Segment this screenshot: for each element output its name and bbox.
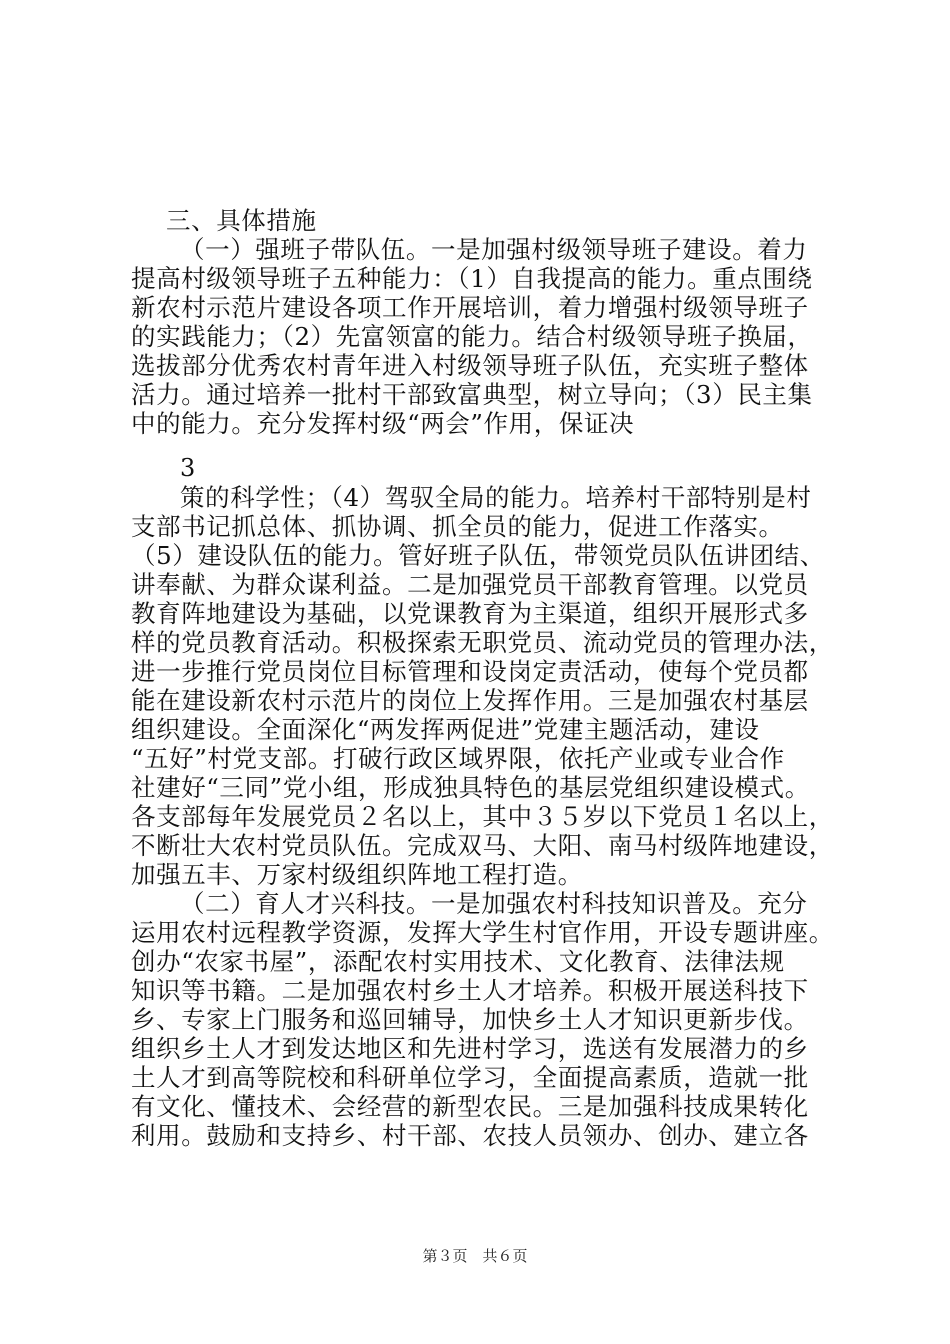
text-block-2	[131, 483, 835, 1150]
paragraph-line: 不断壮大农村党员队伍。完成双马、大阳、南马村级阵地建设，	[131, 831, 834, 860]
paragraph-line: 能在建设新农村示范片的岗位上发挥作用。三是加强农村基层	[131, 686, 809, 715]
paragraph-line: 社建好“三同”党小组，形成独具特色的基层党组织建设模式。	[131, 773, 810, 802]
paragraph-line: 策的科学性；（4）驾驭全局的能力。培养村干部特别是村	[180, 483, 812, 512]
paragraph-line: 乡、专家上门服务和巡回辅导，加快乡土人才知识更新步伐。	[131, 1005, 809, 1034]
paragraph-line: 讲奉献、为群众谋利益。二是加强党员干部教育管理。以党员	[131, 570, 809, 599]
paragraph-line: 组织乡土人才到发达地区和先进村学习，选送有发展潜力的乡	[131, 1034, 809, 1063]
section-heading: 三、具体措施	[166, 206, 317, 235]
paragraph-line: （5）建设队伍的能力。管好班子队伍，带领党员队伍讲团结、	[131, 541, 825, 570]
paragraph-line: 加强五丰、万家村级组织阵地工程打造。	[131, 860, 583, 889]
paragraph-line: 运用农村远程教学资源，发挥大学生村官作用，开设专题讲座。	[131, 918, 834, 947]
paragraph-line: 活力。通过培养一批村干部致富典型，树立导向；（3）民主集	[131, 380, 813, 409]
paragraph-line: 有文化、懂技术、会经营的新型农民。三是加强科技成果转化	[131, 1092, 809, 1121]
paragraph-line: 提高村级领导班子五种能力：（1）自我提高的能力。重点围绕	[131, 264, 813, 293]
paragraph-line: 样的党员教育活动。积极探索无职党员、流动党员的管理办法，	[131, 628, 834, 657]
paragraph-line: 中的能力。充分发挥村级“两会”作用，保证决	[131, 409, 635, 438]
paragraph-line: 土人才到高等院校和科研单位学习，全面提高素质，造就一批	[131, 1063, 809, 1092]
paragraph-line: 的实践能力；（2）先富领富的能力。结合村级领导班子换届，	[131, 322, 813, 351]
text-block-1	[131, 206, 835, 438]
paragraph-line: 利用。鼓励和支持乡、村干部、农技人员领办、创办、建立各	[131, 1121, 809, 1150]
paragraph-line: 组织建设。全面深化“两发挥两促进”党建主题活动，建设	[131, 715, 760, 744]
paragraph-line: 支部书记抓总体、抓协调、抓全员的能力，促进工作落实。	[131, 512, 784, 541]
paragraph-line: （一）强班子带队伍。一是加强村级领导班子建设。着力	[180, 235, 808, 264]
page-marker: 3	[180, 454, 196, 482]
paragraph-line: 新农村示范片建设各项工作开展培训，着力增强村级领导班子	[131, 293, 809, 322]
paragraph-line: 教育阵地建设为基础，以党课教育为主渠道，组织开展形式多	[131, 599, 809, 628]
page-footer: 第３页 共６页	[422, 1247, 528, 1265]
paragraph-line: 进一步推行党员岗位目标管理和设岗定责活动，使每个党员都	[131, 657, 809, 686]
paragraph-line: （二）育人才兴科技。一是加强农村科技知识普及。充分	[180, 889, 808, 918]
paragraph-line: “五好”村党支部。打破行政区域界限，依托产业或专业合作	[131, 744, 785, 773]
paragraph-line: 知识等书籍。二是加强农村乡土人才培养。积极开展送科技下	[131, 976, 809, 1005]
paragraph-line: 创办“农家书屋”，添配农村实用技术、文化教育、法律法规	[131, 947, 785, 976]
paragraph-line: 各支部每年发展党员２名以上，其中３５岁以下党员１名以上，	[131, 802, 834, 831]
paragraph-line: 选拔部分优秀农村青年进入村级领导班子队伍，充实班子整体	[131, 351, 809, 380]
